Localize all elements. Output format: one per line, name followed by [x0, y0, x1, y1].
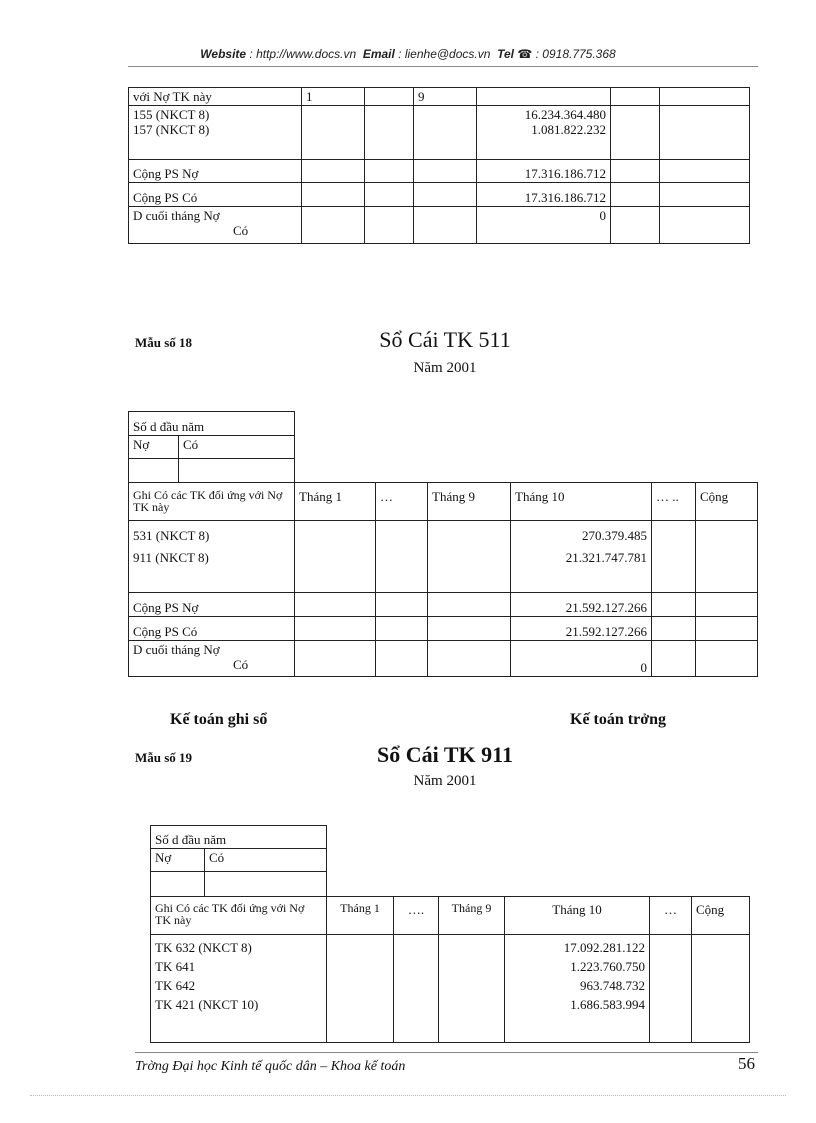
table-row: [129, 160, 750, 183]
cong-no-label: Cộng PS Nợ: [129, 160, 302, 183]
account-cell: [129, 106, 302, 160]
account-value: 21.321.747.781: [565, 550, 647, 565]
co-label: Có: [205, 849, 327, 872]
column-header: Tháng 1: [295, 483, 376, 521]
column-header: Ghi Có các TK đối ứng với Nợ TK này: [129, 483, 295, 521]
ledger-911-table: [150, 896, 750, 1043]
column-header: ….: [394, 897, 439, 935]
value-cell: [511, 521, 652, 593]
website-value[interactable]: : http://www.docs.vn: [249, 47, 357, 61]
website-label: Website: [200, 47, 247, 61]
signature-right: Kế toán trởng: [570, 711, 666, 728]
table-row: [129, 617, 758, 641]
account-value: 1.223.760.750: [570, 959, 645, 974]
opening-balance-label: Số d đầu năm: [129, 412, 295, 436]
top-continuation-table: [128, 87, 750, 244]
cong-no-value: 17.316.186.712: [477, 160, 611, 183]
co-label: Có: [179, 436, 295, 459]
table-cell: [477, 88, 611, 106]
table-row: [129, 106, 750, 160]
cong-no-value: 21.592.127.266: [511, 593, 652, 617]
table-cell: với Nợ TK này: [129, 88, 302, 106]
value-cell: [477, 106, 611, 160]
column-header: Tháng 1: [327, 897, 394, 935]
du-label-no: D cuối tháng Nợ: [133, 208, 220, 223]
du-label-no: D cuối tháng Nợ: [133, 642, 220, 657]
table-row: [129, 88, 750, 106]
email-label: Email: [362, 47, 395, 61]
page-header: [0, 47, 816, 61]
column-header: Cộng: [692, 897, 750, 935]
footer-text: Trờng Đại học Kinh tế quốc dân – Khoa kế toán: [135, 1059, 406, 1074]
ledger-511-table: [128, 482, 758, 677]
account-label: 531 (NKCT 8): [133, 528, 210, 543]
table-row: [129, 593, 758, 617]
ledger-title: Sổ Cái TK 511: [379, 327, 511, 352]
signature-left: Kế toán ghi sổ: [170, 711, 268, 728]
du-label-co: Có: [233, 657, 249, 672]
header-rule: [128, 66, 758, 67]
ledger-year: Năm 2001: [413, 360, 477, 376]
cong-co-value: 21.592.127.266: [511, 617, 652, 641]
account-value: 270.379.485: [582, 528, 647, 543]
opening-balance-label: Số d đầu năm: [151, 826, 327, 849]
cong-co-label: Cộng PS Có: [129, 183, 302, 207]
cong-no-label: Cộng PS Nợ: [129, 593, 295, 617]
column-header: …: [376, 483, 428, 521]
column-header: Tháng 9: [439, 897, 505, 935]
cong-co-value: 17.316.186.712: [477, 183, 611, 207]
phone-icon: ☎: [517, 47, 533, 61]
du-cuoi-cell: [129, 207, 302, 244]
account-value: 16.234.364.480: [524, 107, 606, 122]
account-value: 1.081.822.232: [531, 122, 606, 137]
opening-balance-table: [150, 825, 327, 897]
account-cell: [129, 521, 295, 593]
value-cell: [505, 935, 650, 1043]
table-cell: 1: [302, 88, 365, 106]
account-value: 963.748.732: [580, 978, 645, 993]
form-number: Mẫu số 18: [135, 335, 193, 350]
ledger-year: Năm 2001: [413, 773, 477, 789]
account-label: 911 (NKCT 8): [133, 550, 209, 565]
account-label: TK 642: [155, 978, 196, 993]
no-label: Nợ: [129, 436, 179, 459]
du-label-co: Có: [233, 223, 249, 238]
cong-co-label: Cộng PS Có: [129, 617, 295, 641]
table-cell: [660, 88, 750, 106]
page-edge-dots: [30, 1095, 786, 1096]
account-cell: [151, 935, 327, 1043]
du-value: 0: [511, 641, 652, 677]
account-label: 157 (NKCT 8): [133, 122, 210, 137]
column-header: Tháng 10: [511, 483, 652, 521]
opening-balance-table: [128, 411, 295, 483]
column-header: Tháng 10: [505, 897, 650, 935]
no-label: Nợ: [151, 849, 205, 872]
account-label: TK 421 (NKCT 10): [155, 997, 259, 1012]
account-label: TK 641: [155, 959, 196, 974]
tel-value: : 0918.775.368: [535, 47, 616, 61]
table-row: [129, 207, 750, 244]
table-header-row: [129, 483, 758, 521]
footer-rule: [135, 1052, 758, 1053]
du-value: 0: [477, 207, 611, 244]
column-header: Cộng: [696, 483, 758, 521]
table-cell: [611, 88, 660, 106]
table-cell: [365, 88, 414, 106]
account-label: TK 632 (NKCT 8): [155, 940, 252, 955]
column-header: …: [650, 897, 692, 935]
table-row: [151, 935, 750, 1043]
page-number: 56: [738, 1054, 755, 1073]
form-number: Mẫu số 19: [135, 750, 193, 765]
account-value: 1.686.583.994: [570, 997, 645, 1012]
column-header: … ..: [652, 483, 696, 521]
du-cuoi-cell: [129, 641, 295, 677]
ledger-title: Sổ Cái TK 911: [377, 742, 513, 767]
table-cell: 9: [414, 88, 477, 106]
column-header: Tháng 9: [428, 483, 511, 521]
table-row: [129, 183, 750, 207]
account-label: 155 (NKCT 8): [133, 107, 210, 122]
email-value[interactable]: : lienhe@docs.vn: [398, 47, 491, 61]
table-header-row: [151, 897, 750, 935]
column-header: Ghi Có các TK đối ứng với Nợ TK này: [151, 897, 327, 935]
tel-label: Tel: [497, 47, 514, 61]
table-row: [129, 521, 758, 593]
account-value: 17.092.281.122: [563, 940, 645, 955]
table-row: [129, 641, 758, 677]
